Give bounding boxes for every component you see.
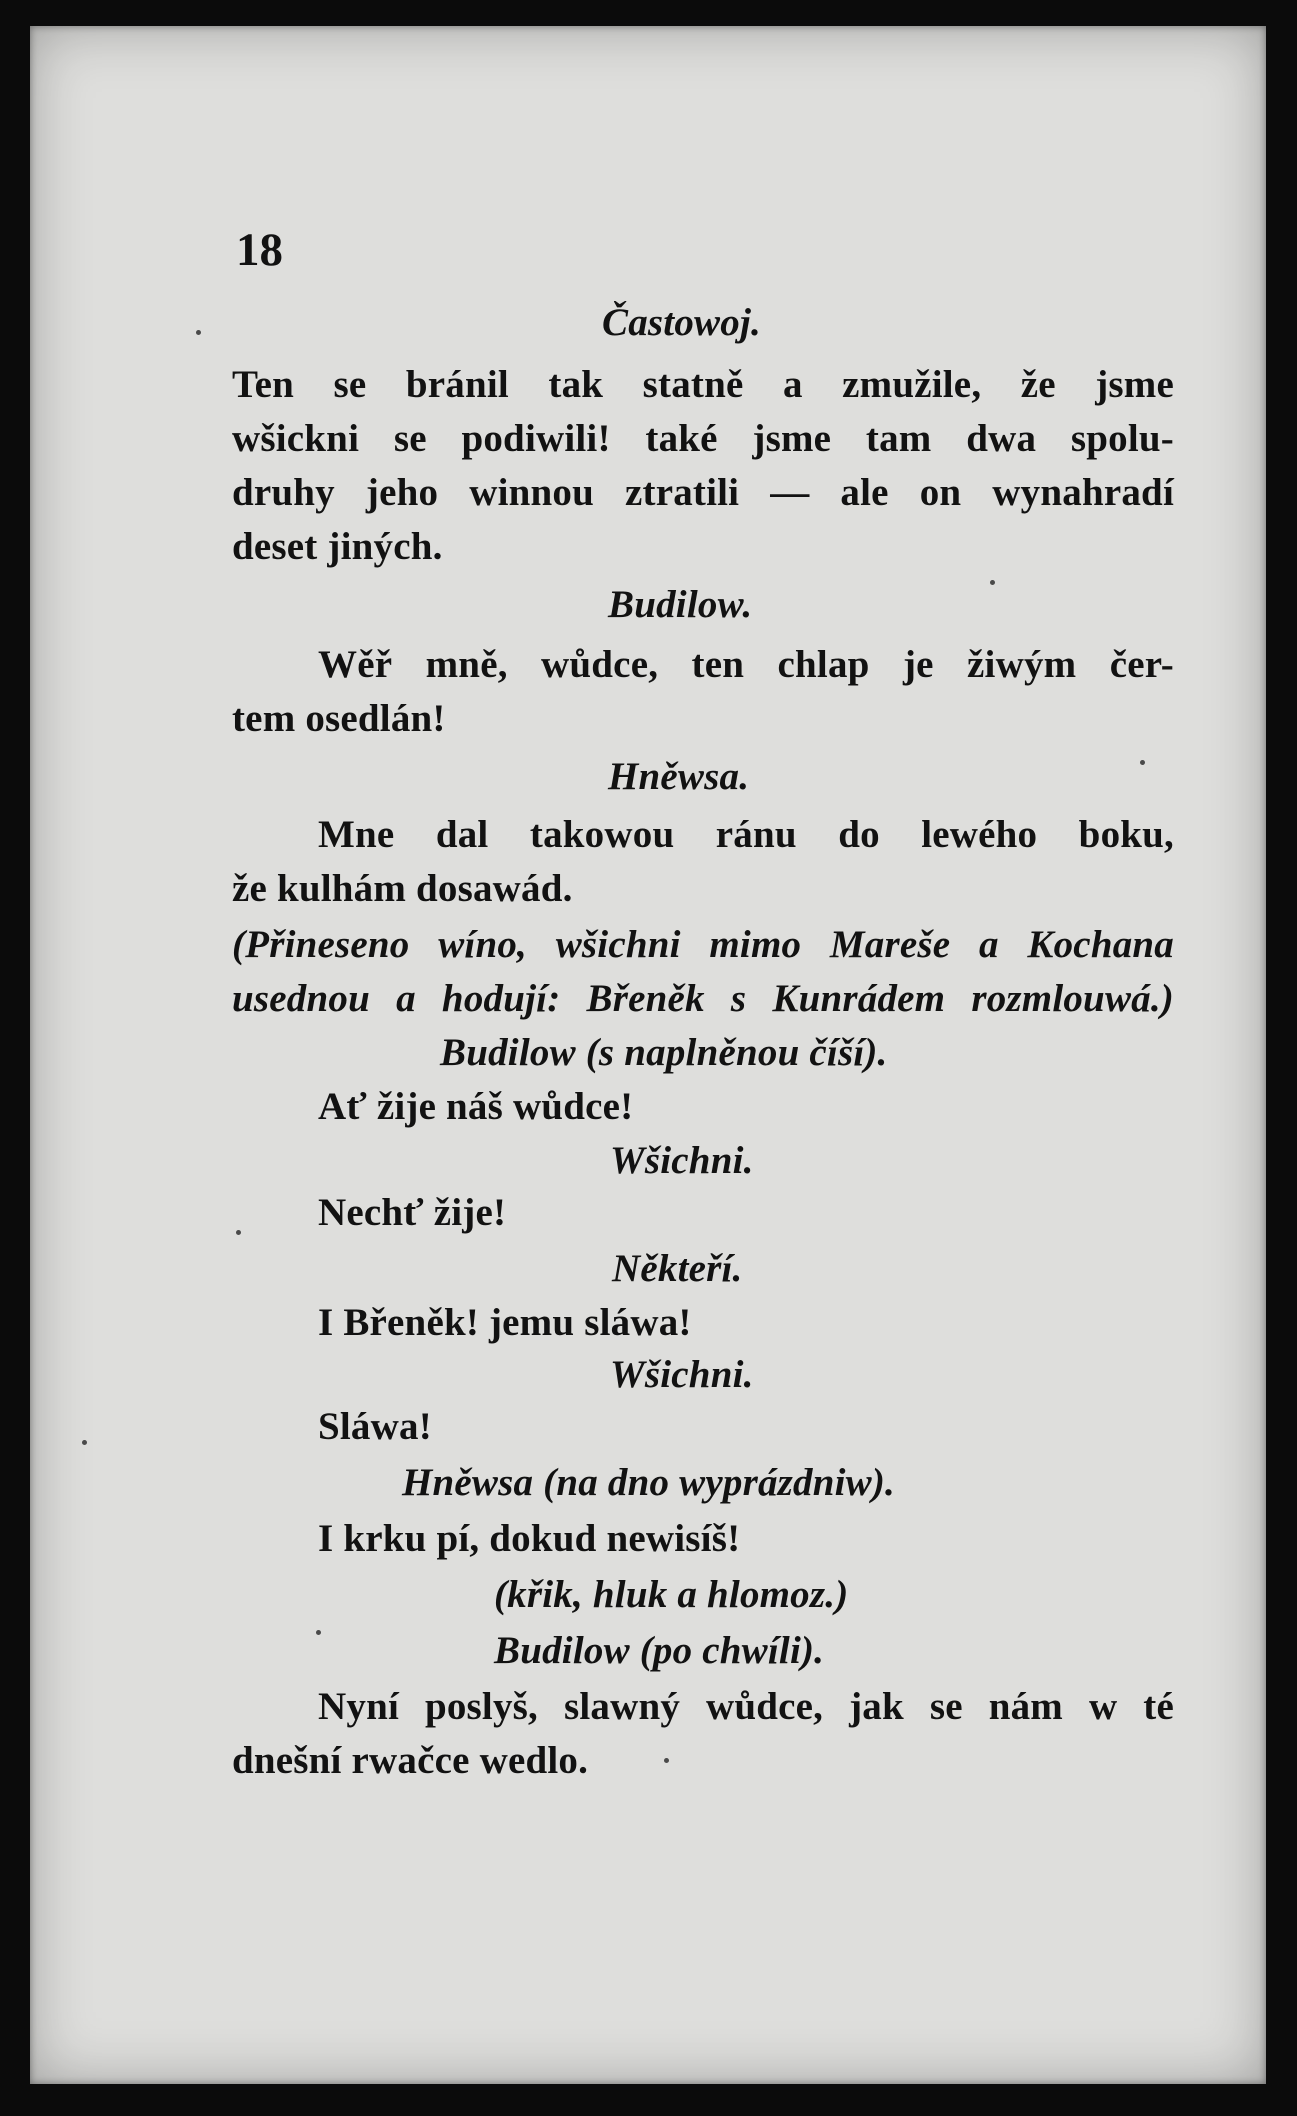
speech-line: tem osedlán! bbox=[232, 697, 446, 740]
stage-direction: (křik, hluk a hlomoz.) bbox=[494, 1573, 849, 1616]
speech-line: wšickni se podiwili! také jsme tam dwa spolu- bbox=[232, 417, 1174, 460]
speaker-budilow: Budilow (s naplněnou číší). bbox=[440, 1031, 888, 1074]
speech-line: Ať žije náš wůdce! bbox=[318, 1085, 634, 1128]
paper-speck bbox=[82, 1440, 87, 1445]
speaker-wsichni: Wšichni. bbox=[610, 1139, 754, 1182]
speech-line: Nyní poslyš, slawný wůdce, jak se nám w té bbox=[318, 1685, 1174, 1728]
speech-line: dnešní rwačce wedlo. bbox=[232, 1739, 589, 1782]
paper-speck bbox=[316, 1630, 321, 1635]
speaker-budilow: Budilow. bbox=[608, 583, 753, 626]
speech-line: druhy jeho winnou ztratili — ale on wynahradí bbox=[232, 471, 1174, 514]
paper-speck bbox=[196, 330, 201, 335]
speaker-nekteri: Někteří. bbox=[612, 1247, 743, 1290]
stage-direction: usednou a hodují: Břeněk s Kunrádem rozmlouwá.) bbox=[232, 977, 1174, 1020]
speech-line: Sláwa! bbox=[318, 1405, 432, 1448]
speech-line: I Břeněk! jemu sláwa! bbox=[318, 1301, 692, 1344]
speaker-hnewsa: Hněwsa. bbox=[608, 755, 750, 798]
paper-speck bbox=[1140, 760, 1145, 765]
speaker-budilow: Budilow (po chwíli). bbox=[494, 1629, 825, 1672]
paper-speck bbox=[664, 1758, 669, 1763]
paper-speck bbox=[236, 1230, 241, 1235]
page-number bbox=[236, 222, 283, 278]
speech-line: Mne dal takowou ránu do lewého boku, bbox=[318, 813, 1174, 856]
speech-line: Nechť žije! bbox=[318, 1191, 507, 1234]
speaker-wsichni: Wšichni. bbox=[610, 1353, 754, 1396]
speaker-hnewsa: Hněwsa (na dno wyprázdniw). bbox=[402, 1461, 895, 1504]
speaker-castowoj: Častowoj. bbox=[602, 301, 761, 344]
stage-direction: (Přineseno wíno, wšichni mimo Mareše a Kochana bbox=[232, 923, 1174, 966]
speech-line: I krku pí, dokud newisíš! bbox=[318, 1517, 741, 1560]
page-number-text: 18 bbox=[236, 224, 283, 276]
paper-speck bbox=[990, 580, 995, 585]
speech-line: že kulhám dosawád. bbox=[232, 867, 573, 910]
speech-line: Ten se bránil tak statně a zmužile, že jsme bbox=[232, 363, 1174, 406]
speech-line: Wěř mně, wůdce, ten chlap je žiwým čer- bbox=[318, 643, 1174, 686]
speech-line: deset jiných. bbox=[232, 525, 443, 568]
